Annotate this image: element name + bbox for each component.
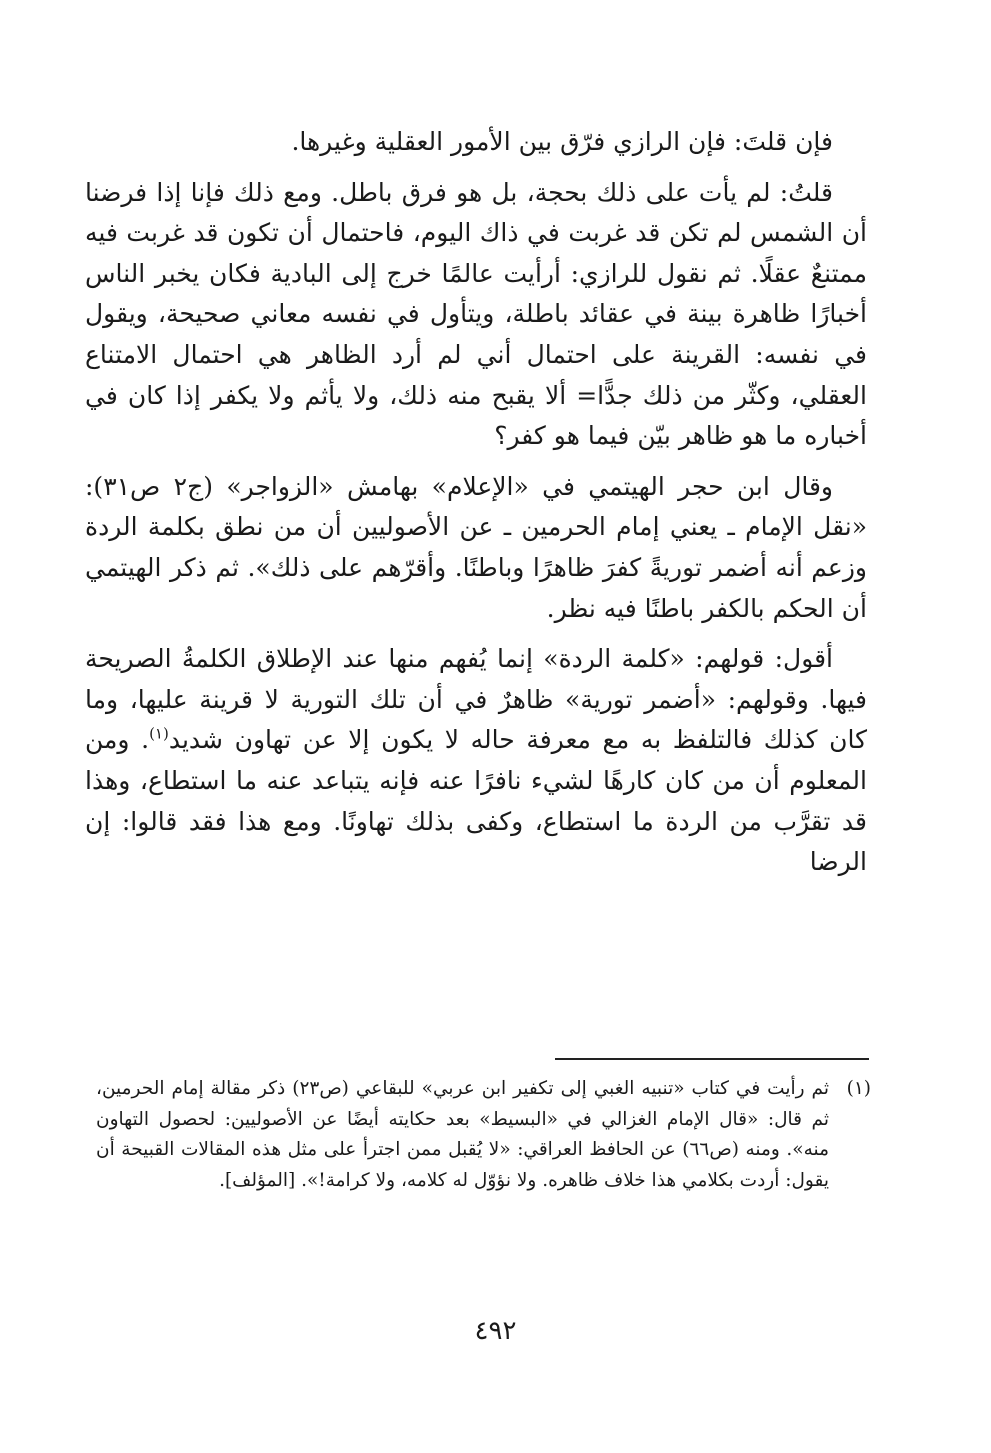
paragraph-author-comment-part1: أقول: قولهم: «كلمة الردة» إنما يُفهم منها عند الإطلاق الكلمةُ الصريحة فيها. وقولهم: «أضمر تورية» ظاهرٌ في أن تلك التورية لا قرينة عليها، وما كان كذلك فالتلفظ به مع معرفة حاله لا يكون إلا عن تهاون شديد [85,644,868,755]
footnote-1 [96,1074,871,1196]
paragraph-objection: فإن قلتَ: فإن الرازي فرّق بين الأمور العقلية وغيرها. [291,127,833,156]
main-text-body [85,122,867,883]
page-number: ٤٩٢ [474,1316,517,1346]
paragraph-haytami-quote: وقال ابن حجر الهيتمي في «الإعلام» بهامش «الزواجر» (ج٢ ص٣١): «نقل الإمام ـ يعني إمام الحرمين ـ عن الأصوليين أن من نطق بكلمة الردة وزعم أنه أضمر توريةً كفرَ ظاهرًا وباطنًا. وأقرّهم على ذلك». ثم ذكر الهيتمي أن الحكم بالكفر باطنًا فيه نظر. [85,471,867,623]
footnote-separator [555,1058,869,1060]
footnotes-section [96,1074,871,1196]
footnote-text: ثم رأيت في كتاب «تنبيه الغبي إلى تكفير ابن عربي» للبقاعي (ص٢٣) ذكر مقالة إمام الحرمين، ثم قال: «قال الإمام الغزالي في «البسيط» بعد حكايته أيضًا عن الأصوليين: لحصول التهاون منه». ومنه (ص٦٦) عن الحافظ العراقي: «لا يُقبل ممن اجترأ على مثل هذه المقالات القبيحة أن يقول: أردت بكلامي هذا خلاف ظاهره. ولا نؤوّل له كلامه، ولا كرامة!». [المؤلف]. [96,1078,829,1191]
footnote-reference[interactable]: (١) [149,724,169,743]
paragraph-reply: قلتُ: لم يأت على ذلك بحجة، بل هو فرق باطل. ومع ذلك فإنا إذا فرضنا أن الشمس لم تكن قد غربت في ذاك اليوم، فاحتمال أن تكون قد غربت فيه ممتنعٌ عقلًا. ثم نقول للرازي: أرأيت عالمًا خرج إلى البادية فكان يخبر الناس أخبارًا ظاهرة بينة في عقائد باطلة، ويتأول في نفسه معاني صحيحة، ويقول في نفسه: القرينة على احتمال أني لم أرد الظاهر هي احتمال الامتناع العقلي، وكثّر من ذلك جدًّا= ألا يقبح منه ذلك، ولا يأثم ولا يكفر إذا كان في أخباره ما هو ظاهر بيّن فيما هو كفر؟ [85,177,867,451]
paragraph-author-comment [85,639,867,883]
footnote-marker: (١) [846,1078,871,1099]
paragraph-author-comment-part2: . ومن المعلوم أن من كان كارهًا لشيء نافرًا عنه فإنه يتباعد عنه ما استطاع، وهذا قد تقرَّب من الردة ما استطاع، وكفى بذلك تهاونًا. ومع هذا فقد قالوا: إن الرضا [85,725,867,877]
